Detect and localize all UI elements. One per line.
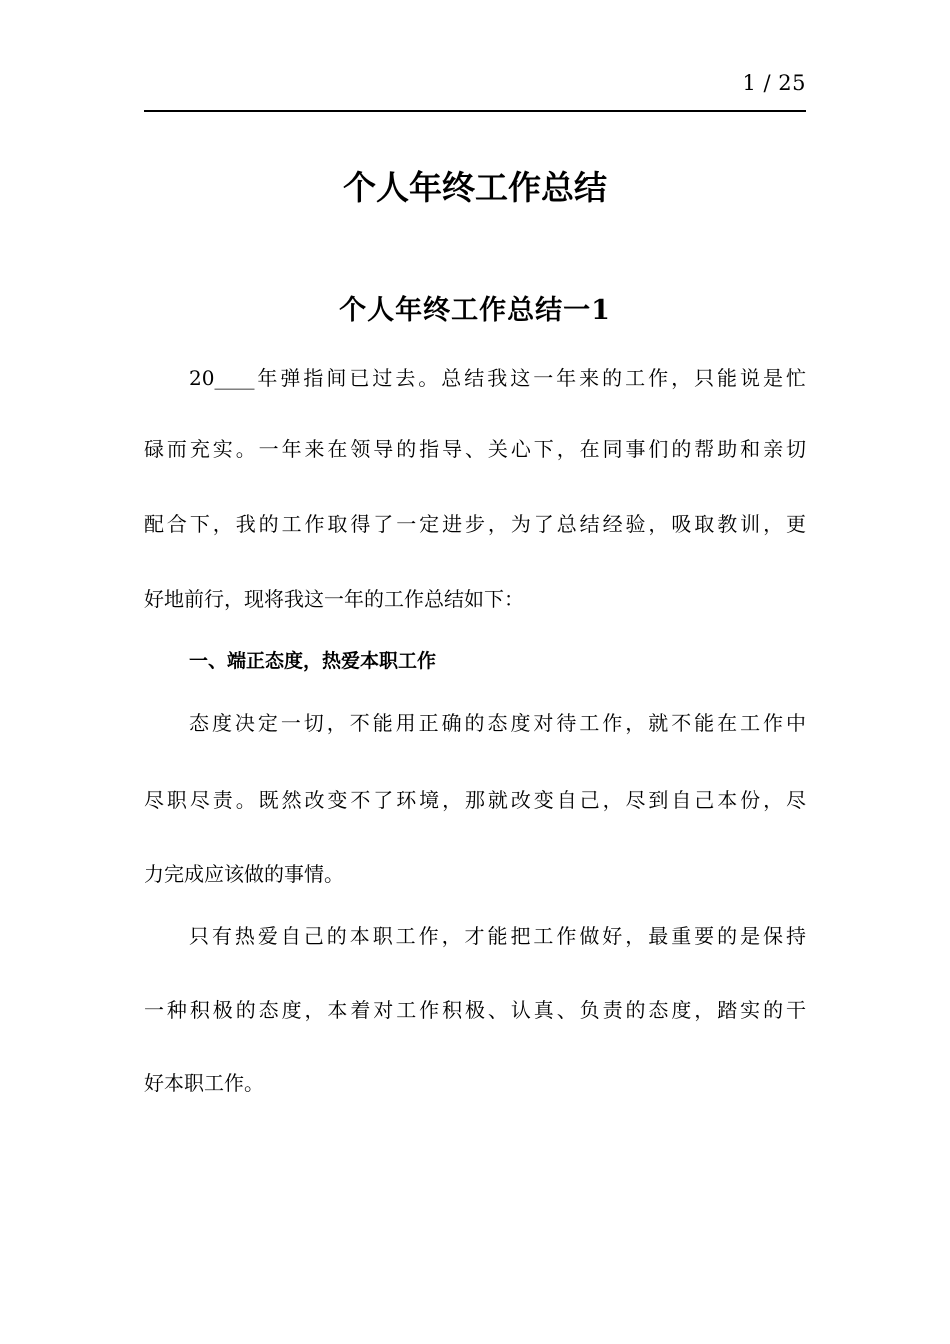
paragraph-1-line-3: 配合下，我的工作取得了一定进步，为了总结经验，吸取教训，更 (144, 512, 806, 536)
document-title: 个人年终工作总结 (343, 168, 607, 207)
paragraph-3-line-2: 一种积极的态度，本着对工作积极、认真、负责的态度，踏实的干 (144, 998, 806, 1022)
paragraph-3-line-3: 好本职工作。 (144, 1071, 264, 1095)
heading-1: 一、端正态度，热爱本职工作 (189, 650, 437, 672)
paragraph-2-line-1: 态度决定一切，不能用正确的态度对待工作，就不能在工作中 (189, 711, 806, 735)
paragraph-1-line-2: 碌而充实。一年来在领导的指导、关心下，在同事们的帮助和亲切 (144, 437, 806, 461)
paragraph-1-line-1: 20____年弹指间已过去。总结我这一年来的工作，只能说是忙 (189, 366, 806, 390)
header-divider (144, 110, 806, 112)
paragraph-2-line-2: 尽职尽责。既然改变不了环境，那就改变自己，尽到自己本份，尽 (144, 788, 806, 812)
paragraph-2-line-3: 力完成应该做的事情。 (144, 862, 344, 886)
paragraph-3-line-1: 只有热爱自己的本职工作，才能把工作做好，最重要的是保持 (189, 924, 806, 948)
section-title: 个人年终工作总结一1 (339, 295, 611, 326)
page-number: 1 / 25 (742, 71, 806, 95)
paragraph-1-line-4: 好地前行，现将我这一年的工作总结如下： (144, 587, 524, 611)
